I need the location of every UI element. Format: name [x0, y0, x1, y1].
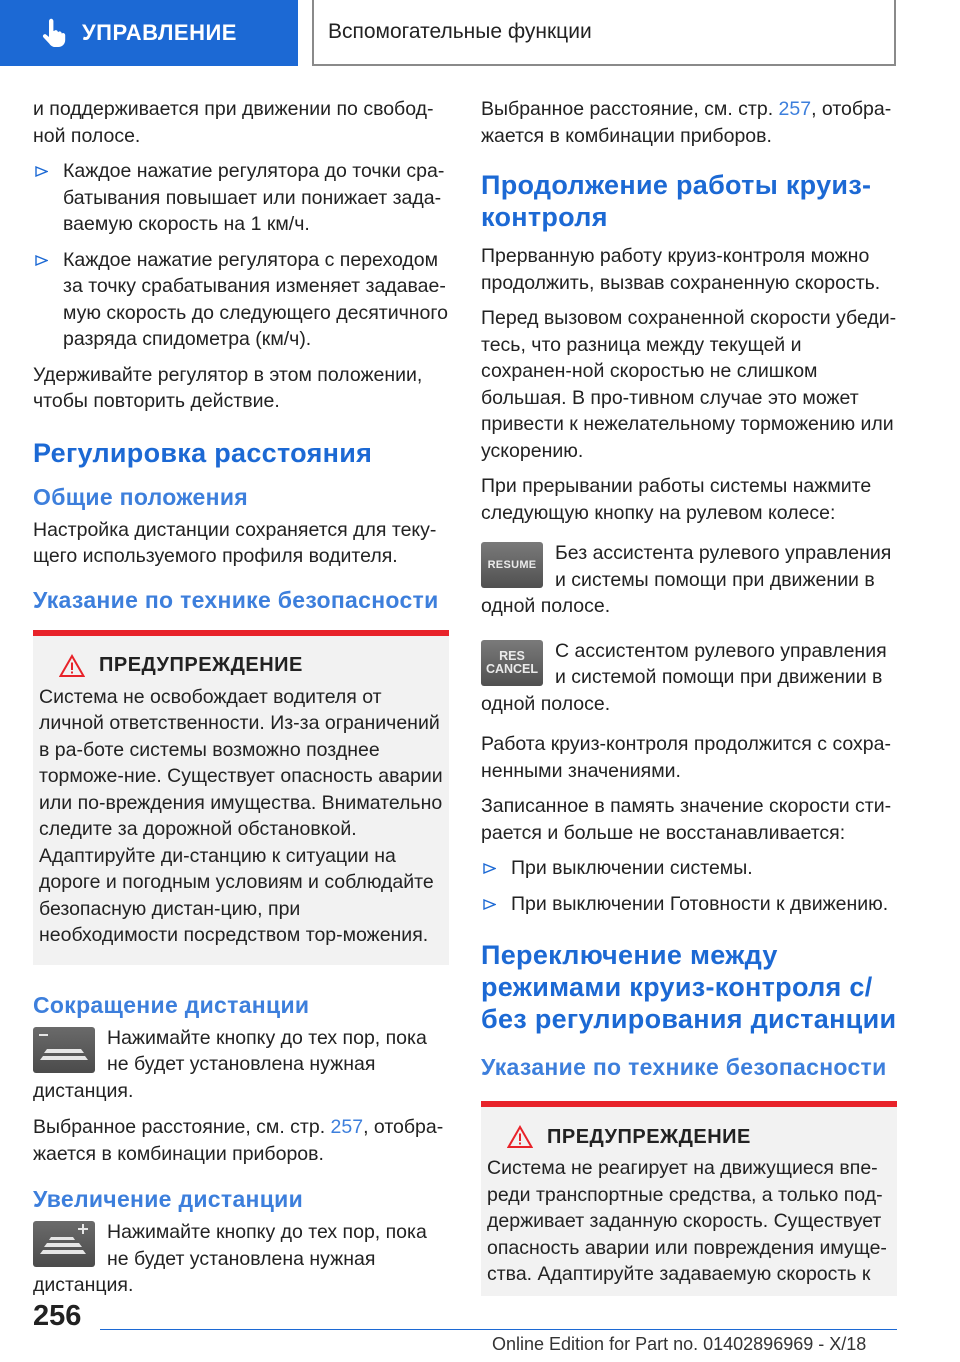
heading-distance: Регулировка расстояния [33, 437, 373, 468]
page-link[interactable]: 257 [330, 1116, 364, 1138]
res-cancel-button-icon [481, 640, 543, 686]
warning-title: ПРЕДУПРЕЖДЕНИЕ [547, 1125, 751, 1148]
warning-box [481, 1101, 897, 1296]
warning-text: Система не реагирует на движущиеся впе-реди транспортные средства, а только под-держивает заданную скорость. Существует опасность аварии или повреждения имуще-ства. Адаптируйте задаваемую скорость к [487, 1157, 887, 1285]
warning-header [59, 654, 443, 678]
button-line: RES [499, 648, 525, 663]
triangle-bullet-icon [483, 863, 496, 874]
page-link[interactable]: 257 [778, 98, 812, 120]
warning-text: Система не освобождает водителя от личной ответственности. Из-за ограничений в ра-боте системы возможно позднее торможе-ние. Существует опасность аварии или по-вреждения имущества. Внимательно следите за дорожной обстановкой. Адаптируйте ди-станцию к ситуации на дороге и погодным условиям и соблюдайте безопасную дистан-цию, при необходимости посредством тор-можения. [39, 685, 443, 946]
list-item [33, 158, 449, 238]
reference-text: Выбранное расстояние, см. стр. [481, 98, 779, 120]
triangle-bullet-icon [35, 255, 48, 266]
button-line: CANCEL [485, 661, 539, 676]
paragraph: Перед вызовом сохраненной скорости убеди-тесь, что разница между текущей и сохранен-ной скоростью не слишком большая. В про-тивном случае это может привести к нежелательному торможению или ускорению. [481, 307, 897, 462]
reference-text: , отобра-жается в комбинации приборов. [33, 1116, 444, 1165]
list-item [481, 855, 897, 882]
list-item-text: При выключении Готовности к движению. [511, 892, 889, 915]
heading-increase: Увеличение дистанции [33, 1186, 304, 1212]
button-description [481, 638, 897, 718]
warning-triangle-icon [59, 654, 85, 678]
section-tab [0, 0, 298, 66]
warning-triangle-icon [507, 1125, 533, 1149]
resume-button-icon: RESUME [481, 542, 543, 588]
reference-text: , отобра-жается в комбинации приборов. [481, 98, 892, 147]
paragraph-reference [33, 1114, 449, 1167]
list-item [33, 247, 449, 353]
button-description-text: Нажимайте кнопку до тех пор, пока не будет установлена нужная дистанция. [33, 1026, 427, 1102]
paragraph: Записанное в память значение скорости сти-рается и больше не восстанавливается: [481, 795, 892, 844]
warning-box [33, 630, 449, 965]
button-description-text: Без ассистента рулевого управления и системы помощи при движении в одной полосе. [481, 542, 892, 617]
list-item-text: Каждое нажатие регулятора до точки сра-батывания повышает или понижает зада-ваемую скорость на 1 км/ч. [63, 160, 445, 235]
heading-safety: Указание по технике безопасности [33, 586, 439, 613]
button-description [33, 1025, 449, 1105]
edition-info: Online Edition for Part no. 01402896969 - X/18 [492, 1334, 867, 1354]
list-item-text: Каждое нажатие регулятора с переходом за точку срабатывания изменяет задавае-мую скорость до следующего десятичного разряда спидометра (км/ч). [63, 248, 448, 350]
heading-general: Общие положения [33, 483, 248, 510]
button-description-text: Нажимайте кнопку до тех пор, пока не будет установлена нужная дистанция. [33, 1221, 427, 1296]
paragraph: Прерванную работу круиз-контроля можно продолжить, вызвав сохраненную скорость. [481, 245, 881, 294]
footer-divider [100, 1329, 897, 1330]
reference-text: Выбранное расстояние, см. стр. [33, 1116, 331, 1138]
button-description [33, 1219, 449, 1299]
right-column [481, 96, 897, 1296]
paragraph: Настройка дистанции сохраняется для теку-щего используемого профиля водителя. [33, 518, 437, 567]
heading-switch: Переключение между режимами круиз-контроля с/без регулирования дистанции [481, 940, 897, 1034]
heading-continue: Продолжение работы круиз-контроля [481, 170, 872, 232]
list-item [481, 891, 897, 918]
subsection-title [312, 0, 896, 66]
distance-increase-button-icon [33, 1221, 95, 1267]
section-label: УПРАВЛЕНИЕ [82, 20, 237, 45]
heading-reduce: Сокращение дистанции [33, 991, 310, 1018]
heading-safety: Указание по технике безопасности [481, 1054, 887, 1080]
paragraph: Удерживайте регулятор в этом положении, чтобы повторить действие. [33, 363, 423, 412]
list-item-text: При выключении системы. [511, 857, 753, 879]
warning-title: ПРЕДУПРЕЖДЕНИЕ [99, 654, 303, 676]
page-number: 256 [33, 1300, 82, 1332]
left-column [33, 96, 449, 1309]
button-description [481, 540, 897, 620]
triangle-bullet-icon [35, 166, 48, 177]
triangle-bullet-icon [483, 899, 496, 910]
subsection-label: Вспомогательные функции [328, 20, 592, 43]
warning-header [507, 1125, 891, 1149]
paragraph: При прерывании работы системы нажмите следующую кнопку на рулевом колесе: [481, 475, 872, 524]
button-description-text: С ассистентом рулевого управления и системой помощи при движении в одной полосе. [481, 639, 887, 715]
distance-decrease-button-icon [33, 1027, 95, 1073]
paragraph: и поддерживается при движении по свобод-ной полосе. [33, 98, 434, 147]
paragraph: Работа круиз-контроля продолжится с сохра-ненными значениями. [481, 733, 891, 782]
hand-pointer-icon [38, 18, 68, 48]
paragraph-reference [481, 96, 897, 149]
